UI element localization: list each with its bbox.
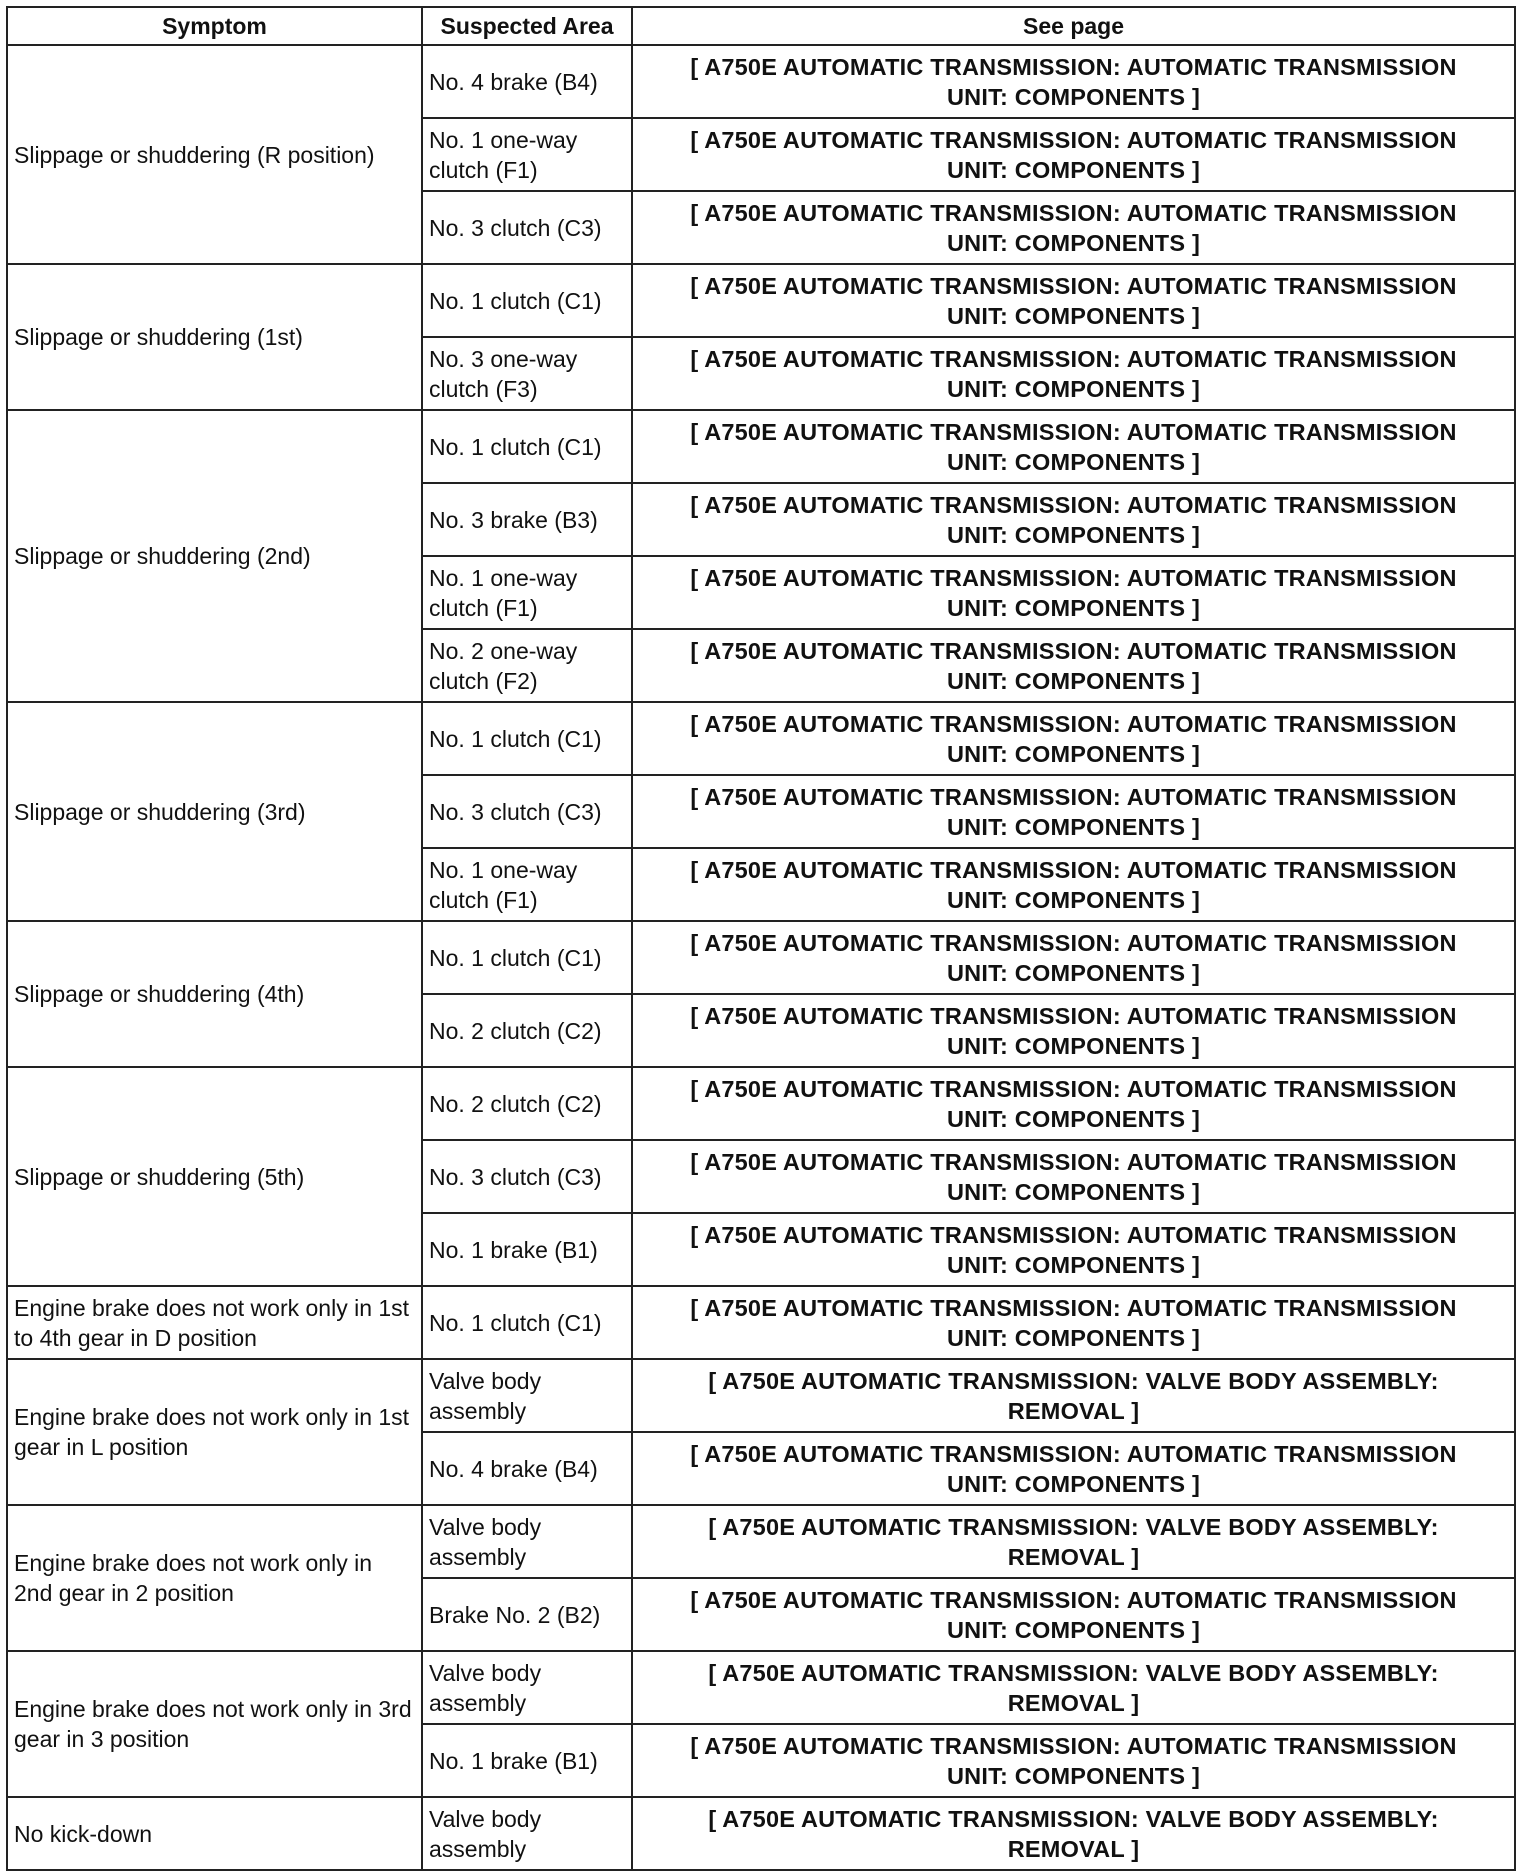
suspected-area-cell: Brake No. 2 (B2) xyxy=(422,1578,632,1651)
table-row xyxy=(7,702,1515,775)
symptom-cell: Slippage or shuddering (5th) xyxy=(7,1067,422,1286)
suspected-area-cell: No. 1 clutch (C1) xyxy=(422,410,632,483)
symptom-cell: Engine brake does not work only in 3rd gear in 3 position xyxy=(7,1651,422,1797)
symptom-cell: Slippage or shuddering (2nd) xyxy=(7,410,422,702)
see-page-link[interactable]: [ A750E AUTOMATIC TRANSMISSION: VALVE BODY ASSEMBLY: REMOVAL ] xyxy=(632,1359,1515,1432)
symptom-table xyxy=(6,6,1516,1871)
see-page-link[interactable]: [ A750E AUTOMATIC TRANSMISSION: AUTOMATIC TRANSMISSION UNIT: COMPONENTS ] xyxy=(632,410,1515,483)
symptom-cell: Slippage or shuddering (1st) xyxy=(7,264,422,410)
see-page-link[interactable]: [ A750E AUTOMATIC TRANSMISSION: VALVE BODY ASSEMBLY: REMOVAL ] xyxy=(632,1651,1515,1724)
see-page-link[interactable]: [ A750E AUTOMATIC TRANSMISSION: VALVE BODY ASSEMBLY: REMOVAL ] xyxy=(632,1505,1515,1578)
symptom-cell: No kick-down xyxy=(7,1797,422,1870)
suspected-area-cell: No. 4 brake (B4) xyxy=(422,1432,632,1505)
see-page-link[interactable]: [ A750E AUTOMATIC TRANSMISSION: AUTOMATIC TRANSMISSION UNIT: COMPONENTS ] xyxy=(632,1432,1515,1505)
symptom-cell: Slippage or shuddering (4th) xyxy=(7,921,422,1067)
table-row xyxy=(7,1067,1515,1140)
table-row xyxy=(7,1797,1515,1870)
table-row xyxy=(7,1651,1515,1724)
troubleshooting-page xyxy=(6,6,1514,1871)
see-page-link[interactable]: [ A750E AUTOMATIC TRANSMISSION: AUTOMATIC TRANSMISSION UNIT: COMPONENTS ] xyxy=(632,702,1515,775)
suspected-area-cell: No. 1 one-way clutch (F1) xyxy=(422,556,632,629)
suspected-area-cell: No. 3 one-way clutch (F3) xyxy=(422,337,632,410)
see-page-link[interactable]: [ A750E AUTOMATIC TRANSMISSION: AUTOMATIC TRANSMISSION UNIT: COMPONENTS ] xyxy=(632,921,1515,994)
see-page-link[interactable]: [ A750E AUTOMATIC TRANSMISSION: AUTOMATIC TRANSMISSION UNIT: COMPONENTS ] xyxy=(632,483,1515,556)
see-page-link[interactable]: [ A750E AUTOMATIC TRANSMISSION: AUTOMATIC TRANSMISSION UNIT: COMPONENTS ] xyxy=(632,1724,1515,1797)
suspected-area-cell: No. 2 clutch (C2) xyxy=(422,994,632,1067)
suspected-area-cell: No. 1 clutch (C1) xyxy=(422,1286,632,1359)
table-row xyxy=(7,1505,1515,1578)
header-symptom: Symptom xyxy=(7,7,422,45)
table-row xyxy=(7,410,1515,483)
symptom-cell: Engine brake does not work only in 1st to 4th gear in D position xyxy=(7,1286,422,1359)
see-page-link[interactable]: [ A750E AUTOMATIC TRANSMISSION: AUTOMATIC TRANSMISSION UNIT: COMPONENTS ] xyxy=(632,775,1515,848)
header-suspected-area: Suspected Area xyxy=(422,7,632,45)
see-page-link[interactable]: [ A750E AUTOMATIC TRANSMISSION: AUTOMATIC TRANSMISSION UNIT: COMPONENTS ] xyxy=(632,1213,1515,1286)
see-page-link[interactable]: [ A750E AUTOMATIC TRANSMISSION: AUTOMATIC TRANSMISSION UNIT: COMPONENTS ] xyxy=(632,848,1515,921)
symptom-cell: Engine brake does not work only in 1st gear in L position xyxy=(7,1359,422,1505)
see-page-link[interactable]: [ A750E AUTOMATIC TRANSMISSION: AUTOMATIC TRANSMISSION UNIT: COMPONENTS ] xyxy=(632,337,1515,410)
symptom-cell: Slippage or shuddering (3rd) xyxy=(7,702,422,921)
suspected-area-cell: No. 3 clutch (C3) xyxy=(422,191,632,264)
suspected-area-cell: No. 1 clutch (C1) xyxy=(422,921,632,994)
see-page-link[interactable]: [ A750E AUTOMATIC TRANSMISSION: AUTOMATIC TRANSMISSION UNIT: COMPONENTS ] xyxy=(632,1140,1515,1213)
suspected-area-cell: No. 4 brake (B4) xyxy=(422,45,632,118)
suspected-area-cell: No. 1 clutch (C1) xyxy=(422,264,632,337)
suspected-area-cell: No. 1 one-way clutch (F1) xyxy=(422,118,632,191)
see-page-link[interactable]: [ A750E AUTOMATIC TRANSMISSION: AUTOMATIC TRANSMISSION UNIT: COMPONENTS ] xyxy=(632,191,1515,264)
table-row xyxy=(7,264,1515,337)
see-page-link[interactable]: [ A750E AUTOMATIC TRANSMISSION: VALVE BODY ASSEMBLY: REMOVAL ] xyxy=(632,1797,1515,1870)
suspected-area-cell: No. 1 clutch (C1) xyxy=(422,702,632,775)
suspected-area-cell: Valve body assembly xyxy=(422,1797,632,1870)
see-page-link[interactable]: [ A750E AUTOMATIC TRANSMISSION: AUTOMATIC TRANSMISSION UNIT: COMPONENTS ] xyxy=(632,1067,1515,1140)
table-row xyxy=(7,921,1515,994)
see-page-link[interactable]: [ A750E AUTOMATIC TRANSMISSION: AUTOMATIC TRANSMISSION UNIT: COMPONENTS ] xyxy=(632,118,1515,191)
see-page-link[interactable]: [ A750E AUTOMATIC TRANSMISSION: AUTOMATIC TRANSMISSION UNIT: COMPONENTS ] xyxy=(632,1286,1515,1359)
table-row xyxy=(7,1359,1515,1432)
see-page-link[interactable]: [ A750E AUTOMATIC TRANSMISSION: AUTOMATIC TRANSMISSION UNIT: COMPONENTS ] xyxy=(632,629,1515,702)
suspected-area-cell: No. 1 brake (B1) xyxy=(422,1213,632,1286)
suspected-area-cell: Valve body assembly xyxy=(422,1505,632,1578)
symptom-cell: Engine brake does not work only in 2nd gear in 2 position xyxy=(7,1505,422,1651)
suspected-area-cell: Valve body assembly xyxy=(422,1359,632,1432)
suspected-area-cell: Valve body assembly xyxy=(422,1651,632,1724)
suspected-area-cell: No. 2 clutch (C2) xyxy=(422,1067,632,1140)
table-header xyxy=(7,7,1515,45)
suspected-area-cell: No. 1 brake (B1) xyxy=(422,1724,632,1797)
suspected-area-cell: No. 3 brake (B3) xyxy=(422,483,632,556)
see-page-link[interactable]: [ A750E AUTOMATIC TRANSMISSION: AUTOMATIC TRANSMISSION UNIT: COMPONENTS ] xyxy=(632,556,1515,629)
see-page-link[interactable]: [ A750E AUTOMATIC TRANSMISSION: AUTOMATIC TRANSMISSION UNIT: COMPONENTS ] xyxy=(632,264,1515,337)
suspected-area-cell: No. 3 clutch (C3) xyxy=(422,775,632,848)
see-page-link[interactable]: [ A750E AUTOMATIC TRANSMISSION: AUTOMATIC TRANSMISSION UNIT: COMPONENTS ] xyxy=(632,1578,1515,1651)
header-see-page: See page xyxy=(632,7,1515,45)
table-row xyxy=(7,45,1515,118)
see-page-link[interactable]: [ A750E AUTOMATIC TRANSMISSION: AUTOMATIC TRANSMISSION UNIT: COMPONENTS ] xyxy=(632,45,1515,118)
symptom-cell: Slippage or shuddering (R position) xyxy=(7,45,422,264)
suspected-area-cell: No. 3 clutch (C3) xyxy=(422,1140,632,1213)
header-row xyxy=(7,7,1515,45)
table-row xyxy=(7,1286,1515,1359)
table-body xyxy=(7,45,1515,1870)
suspected-area-cell: No. 1 one-way clutch (F1) xyxy=(422,848,632,921)
suspected-area-cell: No. 2 one-way clutch (F2) xyxy=(422,629,632,702)
see-page-link[interactable]: [ A750E AUTOMATIC TRANSMISSION: AUTOMATIC TRANSMISSION UNIT: COMPONENTS ] xyxy=(632,994,1515,1067)
